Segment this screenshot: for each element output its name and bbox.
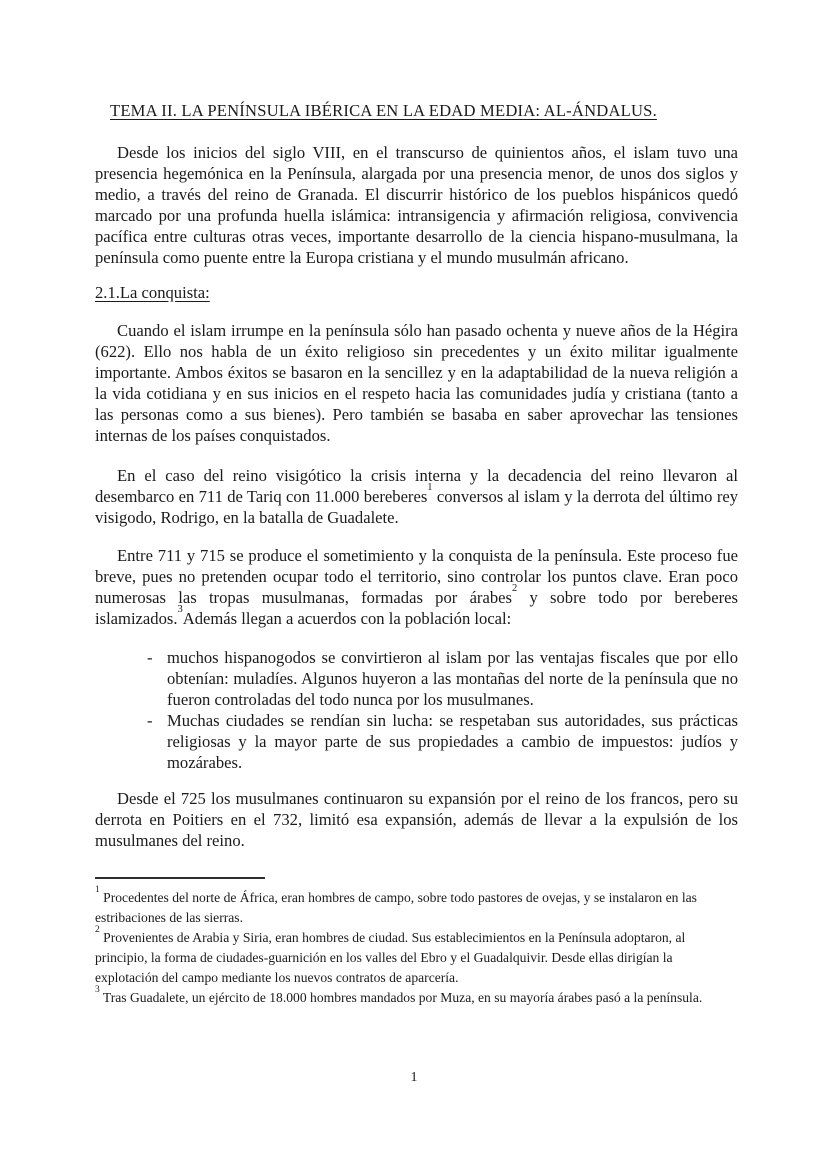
list-item-text: muchos hispanogodos se convirtieron al islam por las ventajas fiscales que por ello obtenían: muladíes. Algunos huyeron a las montañas del norte de la península que no fueron controladas del todo nunca por los musulmanes. bbox=[167, 648, 738, 709]
footnote-reference-3: 3 bbox=[177, 604, 183, 616]
list-item-text: Muchas ciudades se rendían sin lucha: se respetaban sus autoridades, sus prácticas religiosas y la mayor parte de sus propiedades a cambio de impuestos: judíos y mozárabes. bbox=[167, 711, 738, 772]
list-marker: - bbox=[147, 711, 153, 730]
footnote-1 bbox=[95, 885, 738, 928]
intro-paragraph: Desde los inicios del siglo VIII, en el transcurso de quinientos años, el islam tuvo una presencia hegemónica en la Península, alargada por una presencia menor, de unos dos siglos y medio, a través del reino de Granada. El discurrir histórico de los pueblos hispánicos quedó marcado por una profunda huella islámica: intransigencia y afirmación religiosa, convivencia pacífica entre culturas otras veces, importante desarrollo de la ciencia hispano-musulmana, la península como puente entre la Europa cristiana y el mundo musulmán africano. bbox=[95, 143, 738, 267]
page-number: 1 bbox=[410, 1070, 418, 1085]
footnote-2-text: Provenientes de Arabia y Siria, eran hombres de ciudad. Sus establecimientos en la Península adoptaron, al principio, la forma de ciudades-guarnición en los valles del Ebro y el Guadalquivir. Desde ellas dirigían la explotación del campo mediante los nuevos contratos de aparcería. bbox=[95, 930, 686, 985]
footnote-3-text: Tras Guadalete, un ejército de 18.000 hombres mandados por Muza, en su mayoría árabes pasó a la península. bbox=[102, 990, 703, 1005]
list-item-ciudades bbox=[95, 710, 738, 773]
list-item-muladies bbox=[95, 647, 738, 710]
paragraph-exitos: Cuando el islam irrumpe en la península sólo han pasado ochenta y nueve años de la Hégira (622). Ello nos habla de un éxito religioso sin precedentes y un éxito militar igualmente importante. Ambos éxitos se basaron en la sencillez y en la adaptabilidad de la nueva religión a la vida cotidiana y en sus inicios en el respeto hacia las comunidades judía y cristiana (tanto a las personas como a sus bienes). Pero también se basaba en saber aprovechar las tensiones internas de los países conquistados. bbox=[95, 321, 738, 445]
paragraph-sometimiento-text-end: Además llegan a acuerdos con la población local: bbox=[182, 609, 512, 628]
footnote-1-text: Procedentes del norte de África, eran hombres de campo, sobre todo pastores de ovejas, y se instalaron en las estribaciones de las sierras. bbox=[95, 890, 697, 925]
footnote-3-marker: 3 bbox=[95, 985, 100, 996]
section-heading-conquista: 2.1.La conquista: bbox=[95, 283, 210, 302]
footnote-2 bbox=[95, 925, 738, 988]
paragraph-sometimiento-text: Entre 711 y 715 se produce el sometimiento y la conquista de la península. Este proceso fue breve, pues no pretenden ocupar todo el territorio, sino controlar los puntos clave. Eran poco numerosas las tropas musulmanas, formadas por árabes bbox=[95, 546, 738, 607]
footnotes-section bbox=[95, 885, 738, 1008]
acuerdos-list bbox=[95, 647, 738, 773]
paragraph-expansion: Desde el 725 los musulmanes continuaron su expansión por el reino de los francos, pero su derrota en Poitiers en el 732, limitó esa expansión, además de llevar a la expulsión de los musulmanes del reino. bbox=[95, 789, 738, 850]
paragraph-desembarco-text-cont: conversos al islam y la derrota del último rey visigodo, Rodrigo, en la batalla de Guadalete. bbox=[95, 487, 739, 527]
document-title: TEMA II. LA PENÍNSULA IBÉRICA EN LA EDAD MEDIA: AL-ÁNDALUS. bbox=[110, 101, 657, 120]
paragraph-desembarco bbox=[95, 465, 738, 528]
paragraph-sometimiento bbox=[95, 545, 738, 629]
list-marker: - bbox=[147, 648, 153, 667]
footnote-reference-1: 1 bbox=[427, 482, 433, 494]
footnote-reference-2: 2 bbox=[511, 583, 518, 595]
footnote-1-marker: 1 bbox=[95, 885, 100, 896]
paragraph-sometimiento-text-cont: y sobre todo por bereberes islamizados. bbox=[95, 588, 738, 628]
footnote-2-marker: 2 bbox=[95, 925, 100, 936]
paragraph-desembarco-text: En el caso del reino visigótico la crisis interna y la decadencia del reino llevaron al desembarco en 711 de Tariq con 11.000 bereberes bbox=[95, 466, 738, 506]
footnote-3 bbox=[95, 985, 738, 1008]
footnote-separator bbox=[95, 877, 265, 879]
